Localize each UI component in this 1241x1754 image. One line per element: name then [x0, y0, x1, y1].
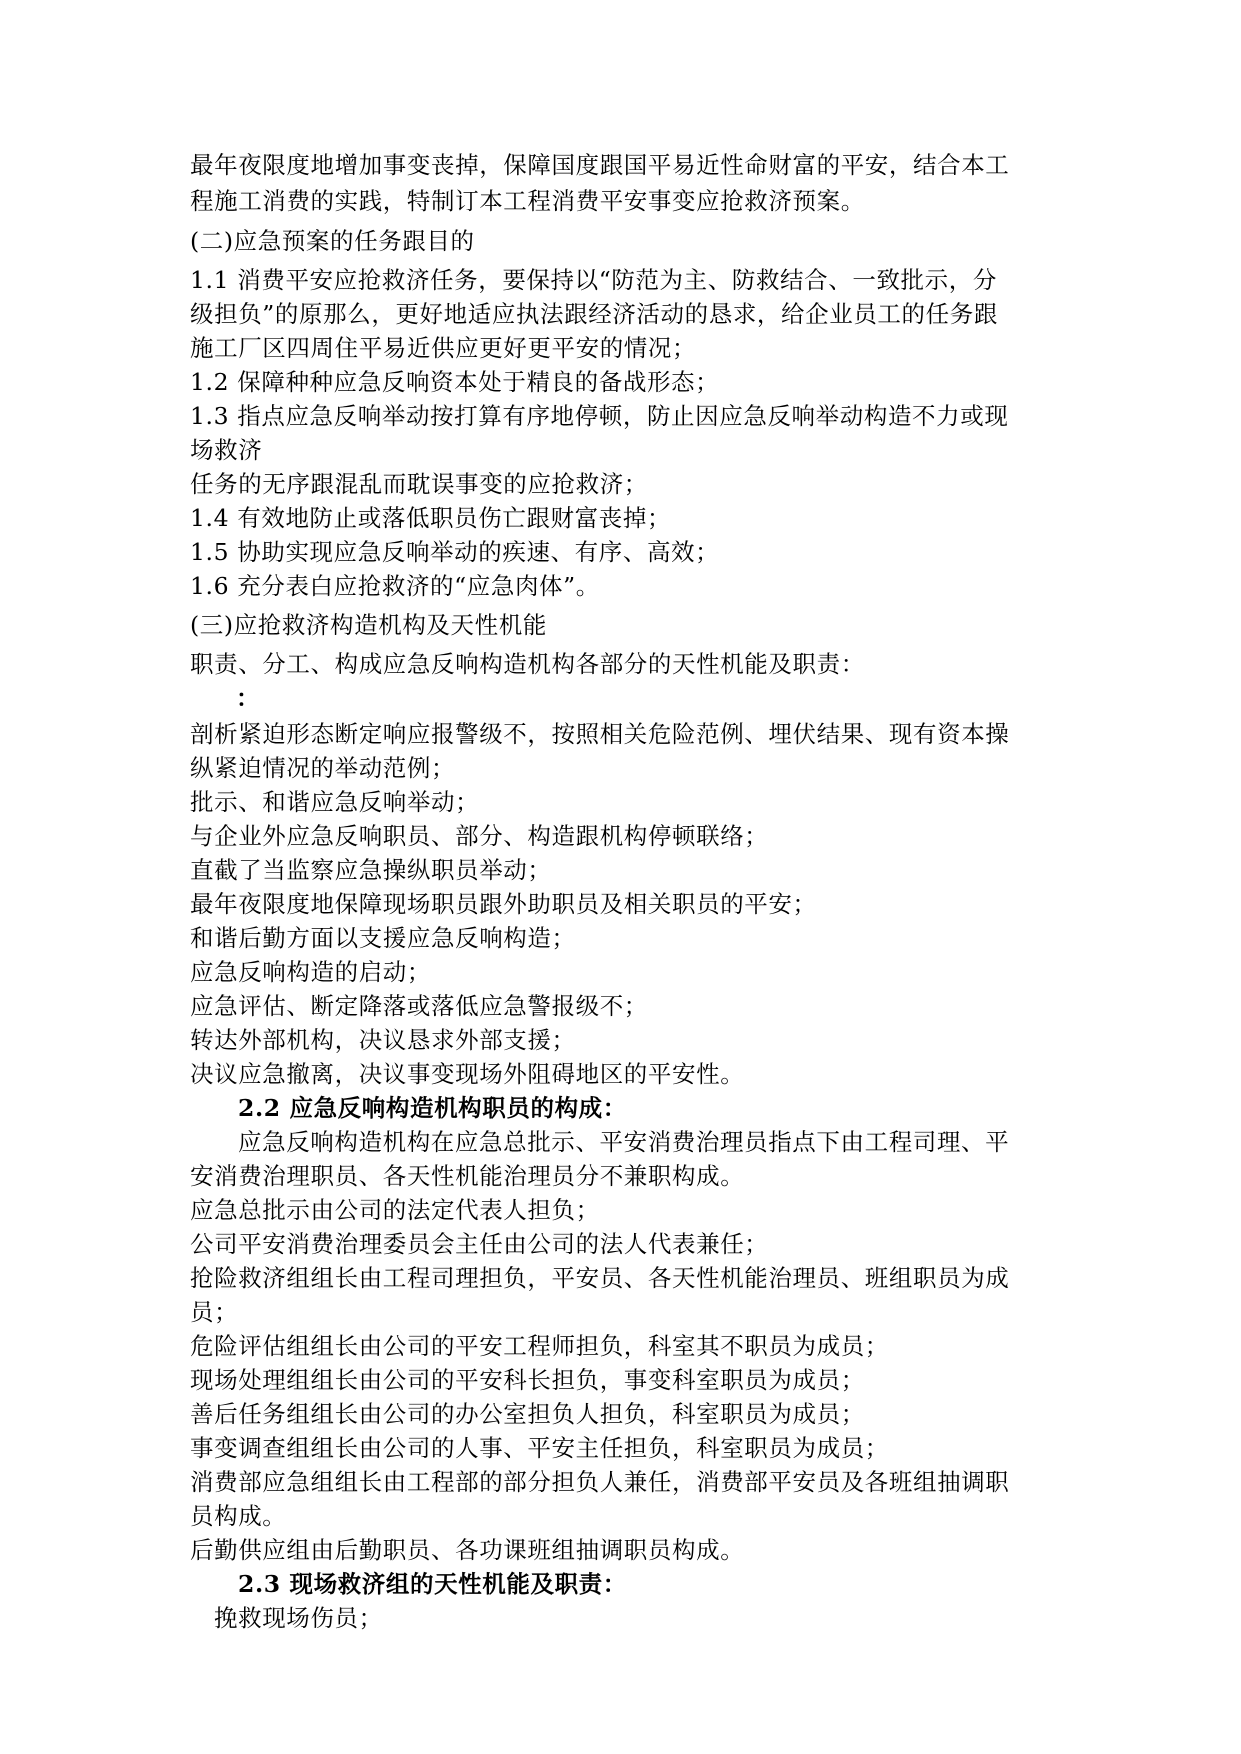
paragraph-line: 施工厂区四周住平易近供应更好更平安的情况； — [190, 334, 697, 362]
paragraph-line: 最年夜限度地保障现场职员跟外助职员及相关职员的平安； — [190, 890, 817, 918]
paragraph-line: 场救济 — [190, 436, 263, 464]
paragraph-line: 任务的无序跟混乱而耽误事变的应抢救济； — [190, 470, 648, 498]
paragraph-line: 1.1 消费平安应抢救济任务，要保持以“防范为主、防救结合、一致批示，分 — [190, 266, 997, 294]
section-heading: (三)应抢救济构造机构及天性机能 — [190, 611, 547, 639]
paragraph-line: 剖析紧迫形态断定响应报警级不，按照相关危险范例、埋伏结果、现有资本操 — [190, 720, 1010, 748]
paragraph-line: 后勤供应组由后勤职员、各功课班组抽调职员构成。 — [190, 1536, 745, 1564]
paragraph-line: 1.6 充分表白应抢救济的“应急肉体”。 — [190, 572, 600, 600]
paragraph-line: 抢险救济组组长由工程司理担负，平安员、各天性机能治理员、班组职员为成 — [190, 1264, 1010, 1292]
paragraph-line: 安消费治理职员、各天性机能治理员分不兼职构成。 — [190, 1162, 745, 1190]
paragraph-line: 善后任务组组长由公司的办公室担负人担负，科室职员为成员； — [190, 1400, 865, 1428]
paragraph-line: 批示、和谐应急反响举动； — [190, 788, 480, 816]
paragraph-line: 最年夜限度地增加事变丧掉，保障国度跟国平易近性命财富的平安，结合本工 — [190, 151, 1010, 179]
subsection-heading: 2.2 应急反响构造机构职员的构成： — [238, 1094, 627, 1122]
paragraph-line: 与企业外应急反响职员、部分、构造跟机构停顿联络； — [190, 822, 769, 850]
colon-line: ： — [236, 684, 261, 712]
paragraph-line: 挽救现场伤员； — [214, 1604, 383, 1632]
paragraph-line: 应急评估、断定降落或落低应急警报级不； — [190, 992, 648, 1020]
paragraph-line: 转达外部机构，决议恳求外部支援； — [190, 1026, 576, 1054]
section-heading: (二)应急预案的任务跟目的 — [190, 227, 475, 255]
paragraph-line: 公司平安消费治理委员会主任由公司的法人代表兼任； — [190, 1230, 769, 1258]
paragraph-line: 应急总批示由公司的法定代表人担负； — [190, 1196, 600, 1224]
paragraph-line: 1.2 保障种种应急反响资本处于精良的备战形态； — [190, 368, 720, 396]
paragraph-line: 职责、分工、构成应急反响构造机构各部分的天性机能及职责： — [190, 650, 865, 678]
paragraph-line: 1.4 有效地防止或落低职员伤亡跟财富丧掉； — [190, 504, 672, 532]
paragraph-line: 应急反响构造机构在应急总批示、平安消费治理员指点下由工程司理、平 — [238, 1128, 1010, 1156]
paragraph-line: 级担负”的原那么，更好地适应执法跟经济活动的恳求，给企业员工的任务跟 — [190, 300, 998, 328]
subsection-heading: 2.3 现场救济组的天性机能及职责： — [238, 1570, 627, 1598]
paragraph-line: 纵紧迫情况的举动范例； — [190, 754, 456, 782]
paragraph-line: 1.5 协助实现应急反响举动的疾速、有序、高效； — [190, 538, 720, 566]
paragraph-line: 和谐后勤方面以支援应急反响构造； — [190, 924, 576, 952]
paragraph-line: 1.3 指点应急反响举动按打算有序地停顿，防止因应急反响举动构造不力或现 — [190, 402, 1009, 430]
paragraph-line: 员； — [190, 1298, 239, 1326]
paragraph-line: 事变调查组组长由公司的人事、平安主任担负，科室职员为成员； — [190, 1434, 889, 1462]
paragraph-line: 危险评估组组长由公司的平安工程师担负，科室其不职员为成员； — [190, 1332, 889, 1360]
paragraph-line: 员构成。 — [190, 1502, 287, 1530]
paragraph-line: 决议应急撤离，决议事变现场外阻碍地区的平安性。 — [190, 1060, 745, 1088]
paragraph-line: 现场处理组组长由公司的平安科长担负，事变科室职员为成员； — [190, 1366, 865, 1394]
paragraph-line: 消费部应急组组长由工程部的部分担负人兼任，消费部平安员及各班组抽调职 — [190, 1468, 1010, 1496]
paragraph-line: 程施工消费的实践，特制订本工程消费平安事变应抢救济预案。 — [190, 187, 865, 215]
paragraph-line: 应急反响构造的启动； — [190, 958, 431, 986]
paragraph-line: 直截了当监察应急操纵职员举动； — [190, 856, 552, 884]
